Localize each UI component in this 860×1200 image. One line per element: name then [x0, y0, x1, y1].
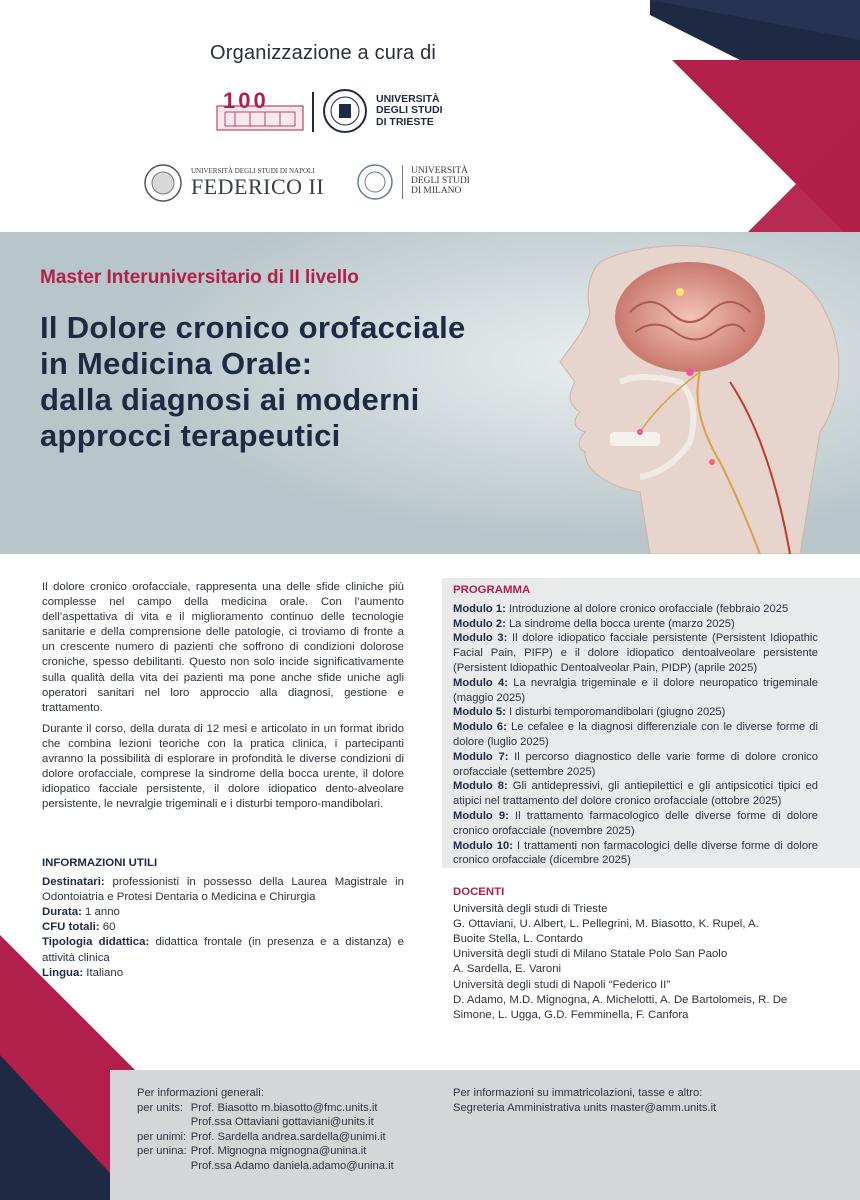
program-section — [453, 583, 818, 868]
faculty-university: Università degli studi di Napoli “Federico II” — [453, 978, 671, 991]
contact-value[interactable]: Prof. Sardella andrea.sardella@unimi.it — [190, 1130, 386, 1143]
contact-label: per unina: — [137, 1145, 187, 1157]
info-label: Durata: — [42, 906, 82, 919]
master-subtitle: Master Interuniversitario di II livello — [40, 267, 359, 288]
faculty-university: Università degli studi di Milano Statale Polo San Paolo — [453, 948, 728, 961]
contact-label — [137, 1159, 191, 1174]
module-text: Introduzione al dolore cronico orofacciale (febbraio 2025 — [508, 602, 789, 615]
info-label: Destinatari: — [42, 876, 105, 889]
info-row — [42, 905, 404, 920]
contact-row — [137, 1115, 394, 1130]
module-item — [453, 779, 818, 809]
enrollment-contacts — [453, 1086, 716, 1115]
logo-divider — [312, 92, 314, 132]
info-row — [42, 920, 404, 935]
contact-value[interactable]: Prof. Mignogna mignogna@unina.it — [190, 1145, 367, 1157]
info-value: Italiano — [86, 966, 124, 979]
info-heading: INFORMAZIONI UTILI — [42, 857, 158, 869]
module-item — [453, 705, 818, 720]
hero-banner — [0, 232, 860, 554]
module-text: Gli antidepressivi, gli antiepilettici e gli antipsicotici tipici ed atipici nel trattamento del dolore cronico orofacciale (ottobre 2025) — [453, 780, 818, 808]
contact-label: per units: — [137, 1101, 184, 1114]
module-label: Modulo 1: — [453, 602, 506, 615]
info-value: didattica frontale (in presenza e a distanza) e attività clinica — [42, 936, 404, 964]
intro-text — [42, 580, 404, 818]
federico-top-text: UNIVERSITÀ DEGLI STUDI DI NAPOLI — [191, 166, 315, 175]
faculty-names: G. Ottaviani, U. Albert, L. Pellegrini, M. Biasotto, K. Rupel, A. Buoite Stella, L. Contardo — [453, 918, 759, 946]
module-label: Modulo 4: — [453, 676, 508, 689]
module-label: Modulo 2: — [453, 617, 506, 630]
info-row — [42, 966, 404, 981]
trieste-logo — [322, 88, 450, 134]
module-item — [453, 617, 818, 632]
module-label: Modulo 6: — [453, 721, 507, 734]
module-label: Modulo 8: — [453, 780, 508, 793]
module-label: Modulo 7: — [453, 750, 509, 763]
faculty-university: Università degli studi di Trieste — [453, 903, 608, 916]
faculty-heading: DOCENTI — [453, 886, 505, 898]
milano-divider — [402, 165, 403, 199]
trieste-name: UNIVERSITÀ DEGLI STUDI DI TRIESTE — [376, 93, 443, 128]
info-row — [42, 935, 404, 965]
faculty-names: A. Sardella, E. Varoni — [453, 963, 562, 976]
contact-value[interactable]: Prof.ssa Ottaviani gottaviani@units.it — [190, 1116, 374, 1128]
info-label: CFU totali: — [42, 921, 100, 934]
course-title-line: Il Dolore cronico orofacciale — [40, 310, 466, 345]
enrollment-contact[interactable]: Segreteria Amministrativa units master@amm.units.it — [453, 1101, 717, 1114]
organization-heading: Organizzazione a cura di — [210, 42, 437, 64]
course-title-line: approcci terapeutici — [40, 417, 341, 453]
milano-logo — [356, 163, 481, 201]
program-heading: PROGRAMMA — [453, 584, 531, 596]
milano-name: UNIVERSITÀ DEGLI STUDI DI MILANO — [411, 166, 470, 196]
module-text: La nevralgia trigeminale e il dolore neuropatico trigeminale (maggio 2025) — [453, 676, 818, 704]
info-value: 1 anno — [85, 906, 120, 919]
course-title — [40, 310, 560, 454]
federico-ii-logo — [143, 163, 324, 203]
intro-paragraph: Il dolore cronico orofacciale, rappresenta una delle sfide cliniche più complesse nel campo della medicina orale. Con l’aumento dell’aspettativa di vita e il miglioramento continuo delle tecnologie sanitarie e della comprensione delle patologie, ci troviamo di fronte a un crescente numero di pazienti che soffrono di condizioni dolorose croniche, spesso debilitanti. Questo non solo incide significativamente sulla qualità della vita dei pazienti ma pone anche sfide uniche agli operatori sanitari nel loro approccio alla diagnosi, gestione e trattamento. — [42, 581, 404, 714]
faculty-section — [453, 885, 793, 1023]
course-title-line: dalla diagnosi ai moderni — [40, 381, 420, 417]
module-text: Il trattamento farmacologico delle diverse forme di dolore cronico orofacciale (novembre 2025) — [453, 809, 819, 837]
federico-main-text: FEDERICO II — [191, 174, 325, 200]
info-label: Lingua: — [42, 966, 84, 979]
enrollment-heading: Per informazioni su immatricolazioni, tasse e altro: — [453, 1087, 703, 1099]
contact-row — [137, 1101, 394, 1116]
module-label: Modulo 5: — [453, 706, 506, 719]
module-label: Modulo 9: — [453, 809, 509, 822]
info-value: professionisti in possesso della Laurea Magistrale in Odontoiatria e Protesi Dentaria o Medicina e Chirurgia — [42, 876, 404, 904]
module-text: Il percorso diagnostico delle varie forme di dolore cronico orofacciale (settembre 2025) — [453, 750, 818, 778]
module-item — [453, 720, 818, 750]
faculty-names: D. Adamo, M.D. Mignogna, A. Michelotti, A. De Bartolomeis, R. De Simone, L. Ugga, G.D. Femminella, F. Canfora — [453, 993, 788, 1021]
module-label: Modulo 3: — [453, 632, 508, 645]
contact-row — [137, 1159, 394, 1174]
contact-value[interactable]: Prof. Biasotto m.biasotto@fmc.units.it — [190, 1101, 378, 1114]
module-text: Le cefalee e la diagnosi differenziale con le diverse forme di dolore (luglio 2025) — [453, 721, 818, 748]
module-item — [453, 602, 818, 617]
course-title-line: in Medicina Orale: — [40, 345, 313, 381]
contact-value[interactable]: Prof.ssa Adamo daniela.adamo@unina.it — [190, 1159, 394, 1172]
milano-seal-icon — [356, 163, 394, 201]
info-label: Tipologia didattica: — [42, 936, 150, 949]
module-item — [453, 839, 818, 869]
centenary-logo — [215, 88, 305, 133]
centenary-number: 100 — [223, 88, 269, 113]
federico-seal-icon — [143, 163, 183, 203]
contact-row — [137, 1130, 394, 1145]
info-section — [42, 856, 404, 981]
module-text: Il dolore idiopatico facciale persistente (Persistent Idiopathic Facial Pain, PIFP) e il dolore idiopatico dentoalveolare persistente (Persistent Idiopathic Dentoalveolar Pain, PIDP) (aprile 2025) — [453, 632, 818, 674]
module-item — [453, 676, 818, 706]
module-label: Modulo 10: — [453, 839, 513, 852]
module-item — [453, 809, 818, 839]
contacts-table — [137, 1101, 394, 1174]
contact-row — [137, 1144, 394, 1159]
module-text: I trattamenti non farmacologici delle diverse forme di dolore cronico orofacciale (dicembre 2025) — [453, 839, 818, 867]
general-contacts — [137, 1086, 394, 1173]
module-item — [453, 750, 818, 780]
info-value: 60 — [102, 921, 116, 934]
contact-label — [137, 1115, 191, 1130]
module-text: La sindrome della bocca urente (marzo 2025) — [508, 617, 735, 630]
module-item — [453, 631, 818, 675]
info-row — [42, 875, 404, 905]
intro-paragraph: Durante il corso, della durata di 12 mesi e articolato in un format ibrido che combina lezioni teoriche con la pratica clinica, i partecipanti avranno la possibilità di esplorare in profondità le diverse condizioni di dolore orofacciale, comprese la sindrome della bocca urente, il dolore idiopatico facciale persistente, il dolore idiopatico dento-alveolare persistente, le nevralgie trigeminali e i disturbi temporo-mandibolari. — [42, 722, 404, 811]
general-contacts-heading: Per informazioni generali: — [137, 1087, 264, 1099]
trieste-seal-icon — [322, 88, 368, 134]
module-text: I disturbi temporomandibolari (giugno 2025) — [508, 706, 726, 719]
contact-label: per unimi: — [137, 1130, 187, 1143]
